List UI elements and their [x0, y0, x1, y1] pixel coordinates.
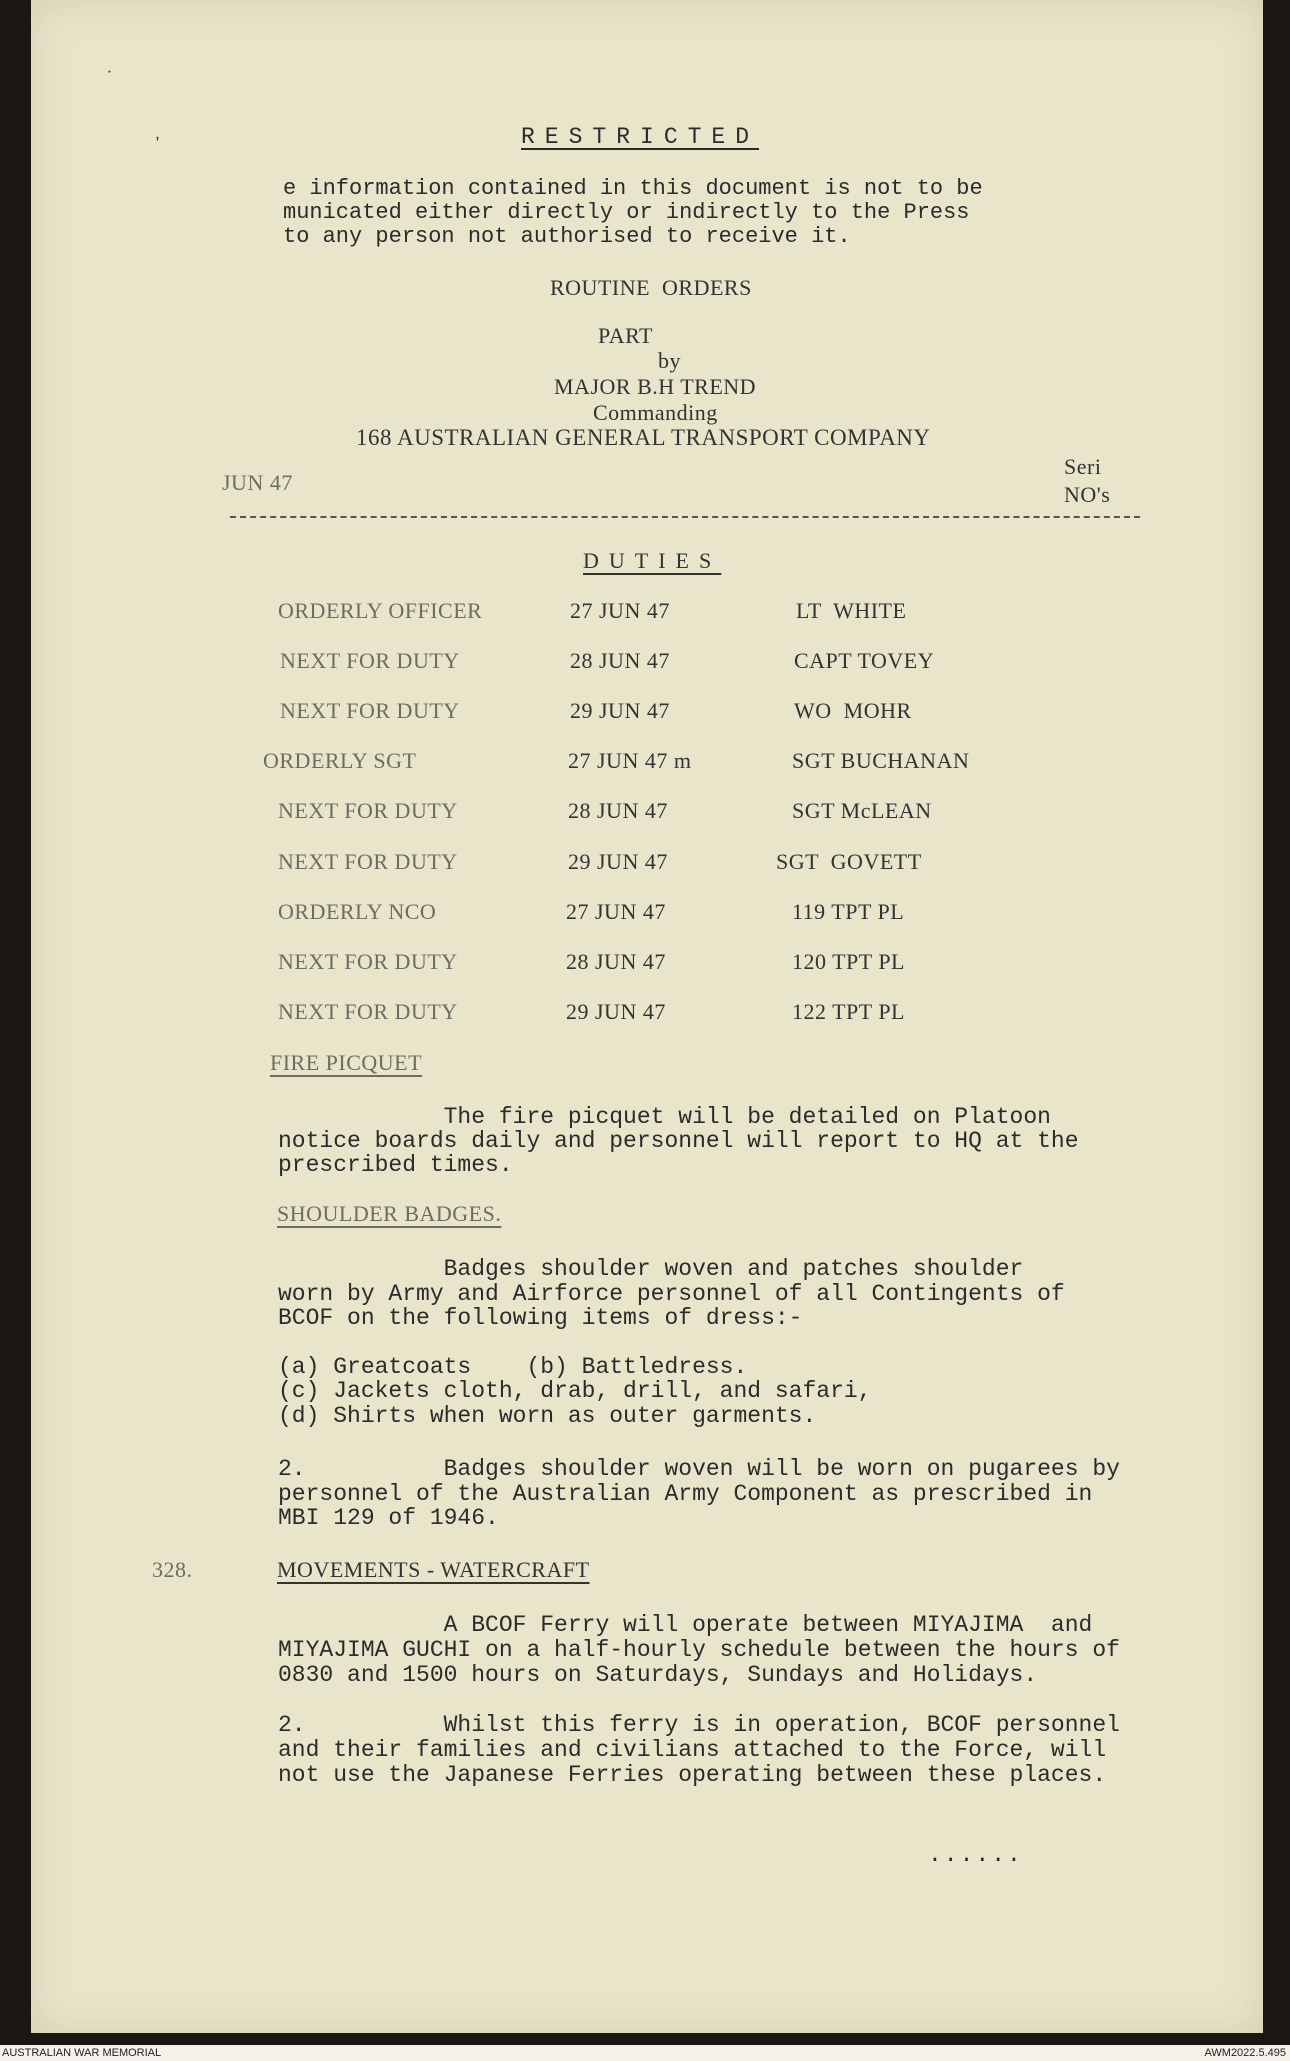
- duty-date: 29 JUN 47: [570, 698, 670, 723]
- duty-date: 29 JUN 47: [568, 849, 668, 874]
- duty-date: 28 JUN 47: [566, 949, 666, 974]
- fire-picquet-heading: FIRE PICQUET: [270, 1050, 423, 1075]
- footer: [0, 2045, 1290, 2061]
- badges-item-a-b: (a) Greatcoats (b) Battledress.: [278, 1354, 748, 1380]
- by-label: by: [658, 348, 681, 373]
- movements-para1-line-1: A BCOF Ferry will operate between MIYAJIMA and: [278, 1612, 1093, 1638]
- duty-role: NEXT FOR DUTY: [278, 999, 458, 1024]
- badges-para2-line-1: 2. Badges shoulder woven will be worn on pugarees by: [278, 1456, 1120, 1482]
- duty-date: 27 JUN 47: [566, 899, 666, 924]
- duty-person: SGT BUCHANAN: [792, 748, 970, 773]
- duty-role: NEXT FOR DUTY: [278, 849, 458, 874]
- shoulder-badges-heading: SHOULDER BADGES.: [277, 1201, 502, 1226]
- restricted-heading: RESTRICTED: [521, 124, 760, 150]
- duty-role: ORDERLY OFFICER: [278, 598, 483, 623]
- routine-orders-title: ROUTINE ORDERS: [550, 275, 752, 300]
- duty-person: LT WHITE: [796, 598, 907, 623]
- movements-heading: MOVEMENTS - WATERCRAFT: [277, 1557, 590, 1582]
- badges-para2-line-2: personnel of the Australian Army Component as prescribed in: [278, 1481, 1093, 1507]
- duty-date: 27 JUN 47 m: [568, 748, 692, 773]
- movements-para1-line-3: 0830 and 1500 hours on Saturdays, Sundays and Holidays.: [278, 1662, 1038, 1688]
- duty-role: NEXT FOR DUTY: [278, 949, 458, 974]
- header-divider: [230, 516, 1140, 518]
- fire-picquet-line-2: notice boards daily and personnel will report to HQ at the: [278, 1128, 1079, 1154]
- footer-accession: AWM2022.5.495: [1204, 2047, 1286, 2059]
- notice-line-3: to any person not authorised to receive it.: [283, 224, 851, 249]
- badges-line-3: BCOF on the following items of dress:-: [278, 1305, 803, 1331]
- duty-date: 28 JUN 47: [570, 648, 670, 673]
- badges-item-c: (c) Jackets cloth, drab, drill, and safari,: [278, 1378, 872, 1404]
- movements-para2-line-3: not use the Japanese Ferries operating between these places.: [278, 1762, 1107, 1788]
- notice-line-2: municated either directly or indirectly to the Press: [283, 200, 970, 225]
- movements-para2-line-1: 2. Whilst this ferry is in operation, BCOF personnel: [278, 1712, 1120, 1738]
- duty-role: ORDERLY SGT: [263, 748, 417, 773]
- order-date: JUN 47: [222, 470, 293, 495]
- duty-person: CAPT TOVEY: [794, 648, 935, 673]
- commanding-label: Commanding: [593, 400, 718, 425]
- continuation-dots: ......: [928, 1842, 1023, 1868]
- duties-heading: DUTIES: [583, 548, 722, 573]
- badges-item-d: (d) Shirts when worn as outer garments.: [278, 1403, 817, 1429]
- fire-picquet-line-1: The fire picquet will be detailed on Platoon: [278, 1104, 1051, 1130]
- duty-role: NEXT FOR DUTY: [280, 698, 460, 723]
- fire-picquet-line-3: prescribed times.: [278, 1152, 513, 1178]
- duty-person: 120 TPT PL: [792, 949, 905, 974]
- paper-mark: ˙: [104, 70, 115, 90]
- badges-line-2: worn by Army and Airforce personnel of all Contingents of: [278, 1281, 1065, 1307]
- duty-role: NEXT FOR DUTY: [280, 648, 460, 673]
- serial-numbers: NO's: [1064, 482, 1111, 507]
- notice-line-1: e information contained in this document is not to be: [283, 176, 983, 201]
- duty-person: 119 TPT PL: [792, 899, 905, 924]
- duty-date: 28 JUN 47: [568, 798, 668, 823]
- duty-person: WO MOHR: [794, 698, 912, 723]
- commander-name: MAJOR B.H TREND: [554, 374, 757, 399]
- badges-para2-line-3: MBI 129 of 1946.: [278, 1505, 499, 1531]
- duty-person: SGT GOVETT: [776, 849, 922, 874]
- duty-date: 27 JUN 47: [570, 598, 670, 623]
- part-label: PART: [598, 323, 653, 348]
- duty-role: ORDERLY NCO: [278, 899, 437, 924]
- duty-role: NEXT FOR DUTY: [278, 798, 458, 823]
- duty-date: 29 JUN 47: [566, 999, 666, 1024]
- movements-para1-line-2: MIYAJIMA GUCHI on a half-hourly schedule between the hours of: [278, 1637, 1120, 1663]
- badges-line-1: Badges shoulder woven and patches shoulder: [278, 1256, 1024, 1282]
- duty-person: SGT McLEAN: [792, 798, 932, 823]
- duty-person: 122 TPT PL: [792, 999, 905, 1024]
- unit-name: 168 AUSTRALIAN GENERAL TRANSPORT COMPANY: [356, 425, 931, 450]
- footer-source: AUSTRALIAN WAR MEMORIAL: [2, 2047, 162, 2059]
- serial-label: Seri: [1064, 454, 1102, 479]
- movements-para2-line-2: and their families and civilians attached to the Force, will: [278, 1737, 1107, 1763]
- movements-number: 328.: [152, 1557, 193, 1582]
- paper-mark: ʼ: [152, 136, 163, 156]
